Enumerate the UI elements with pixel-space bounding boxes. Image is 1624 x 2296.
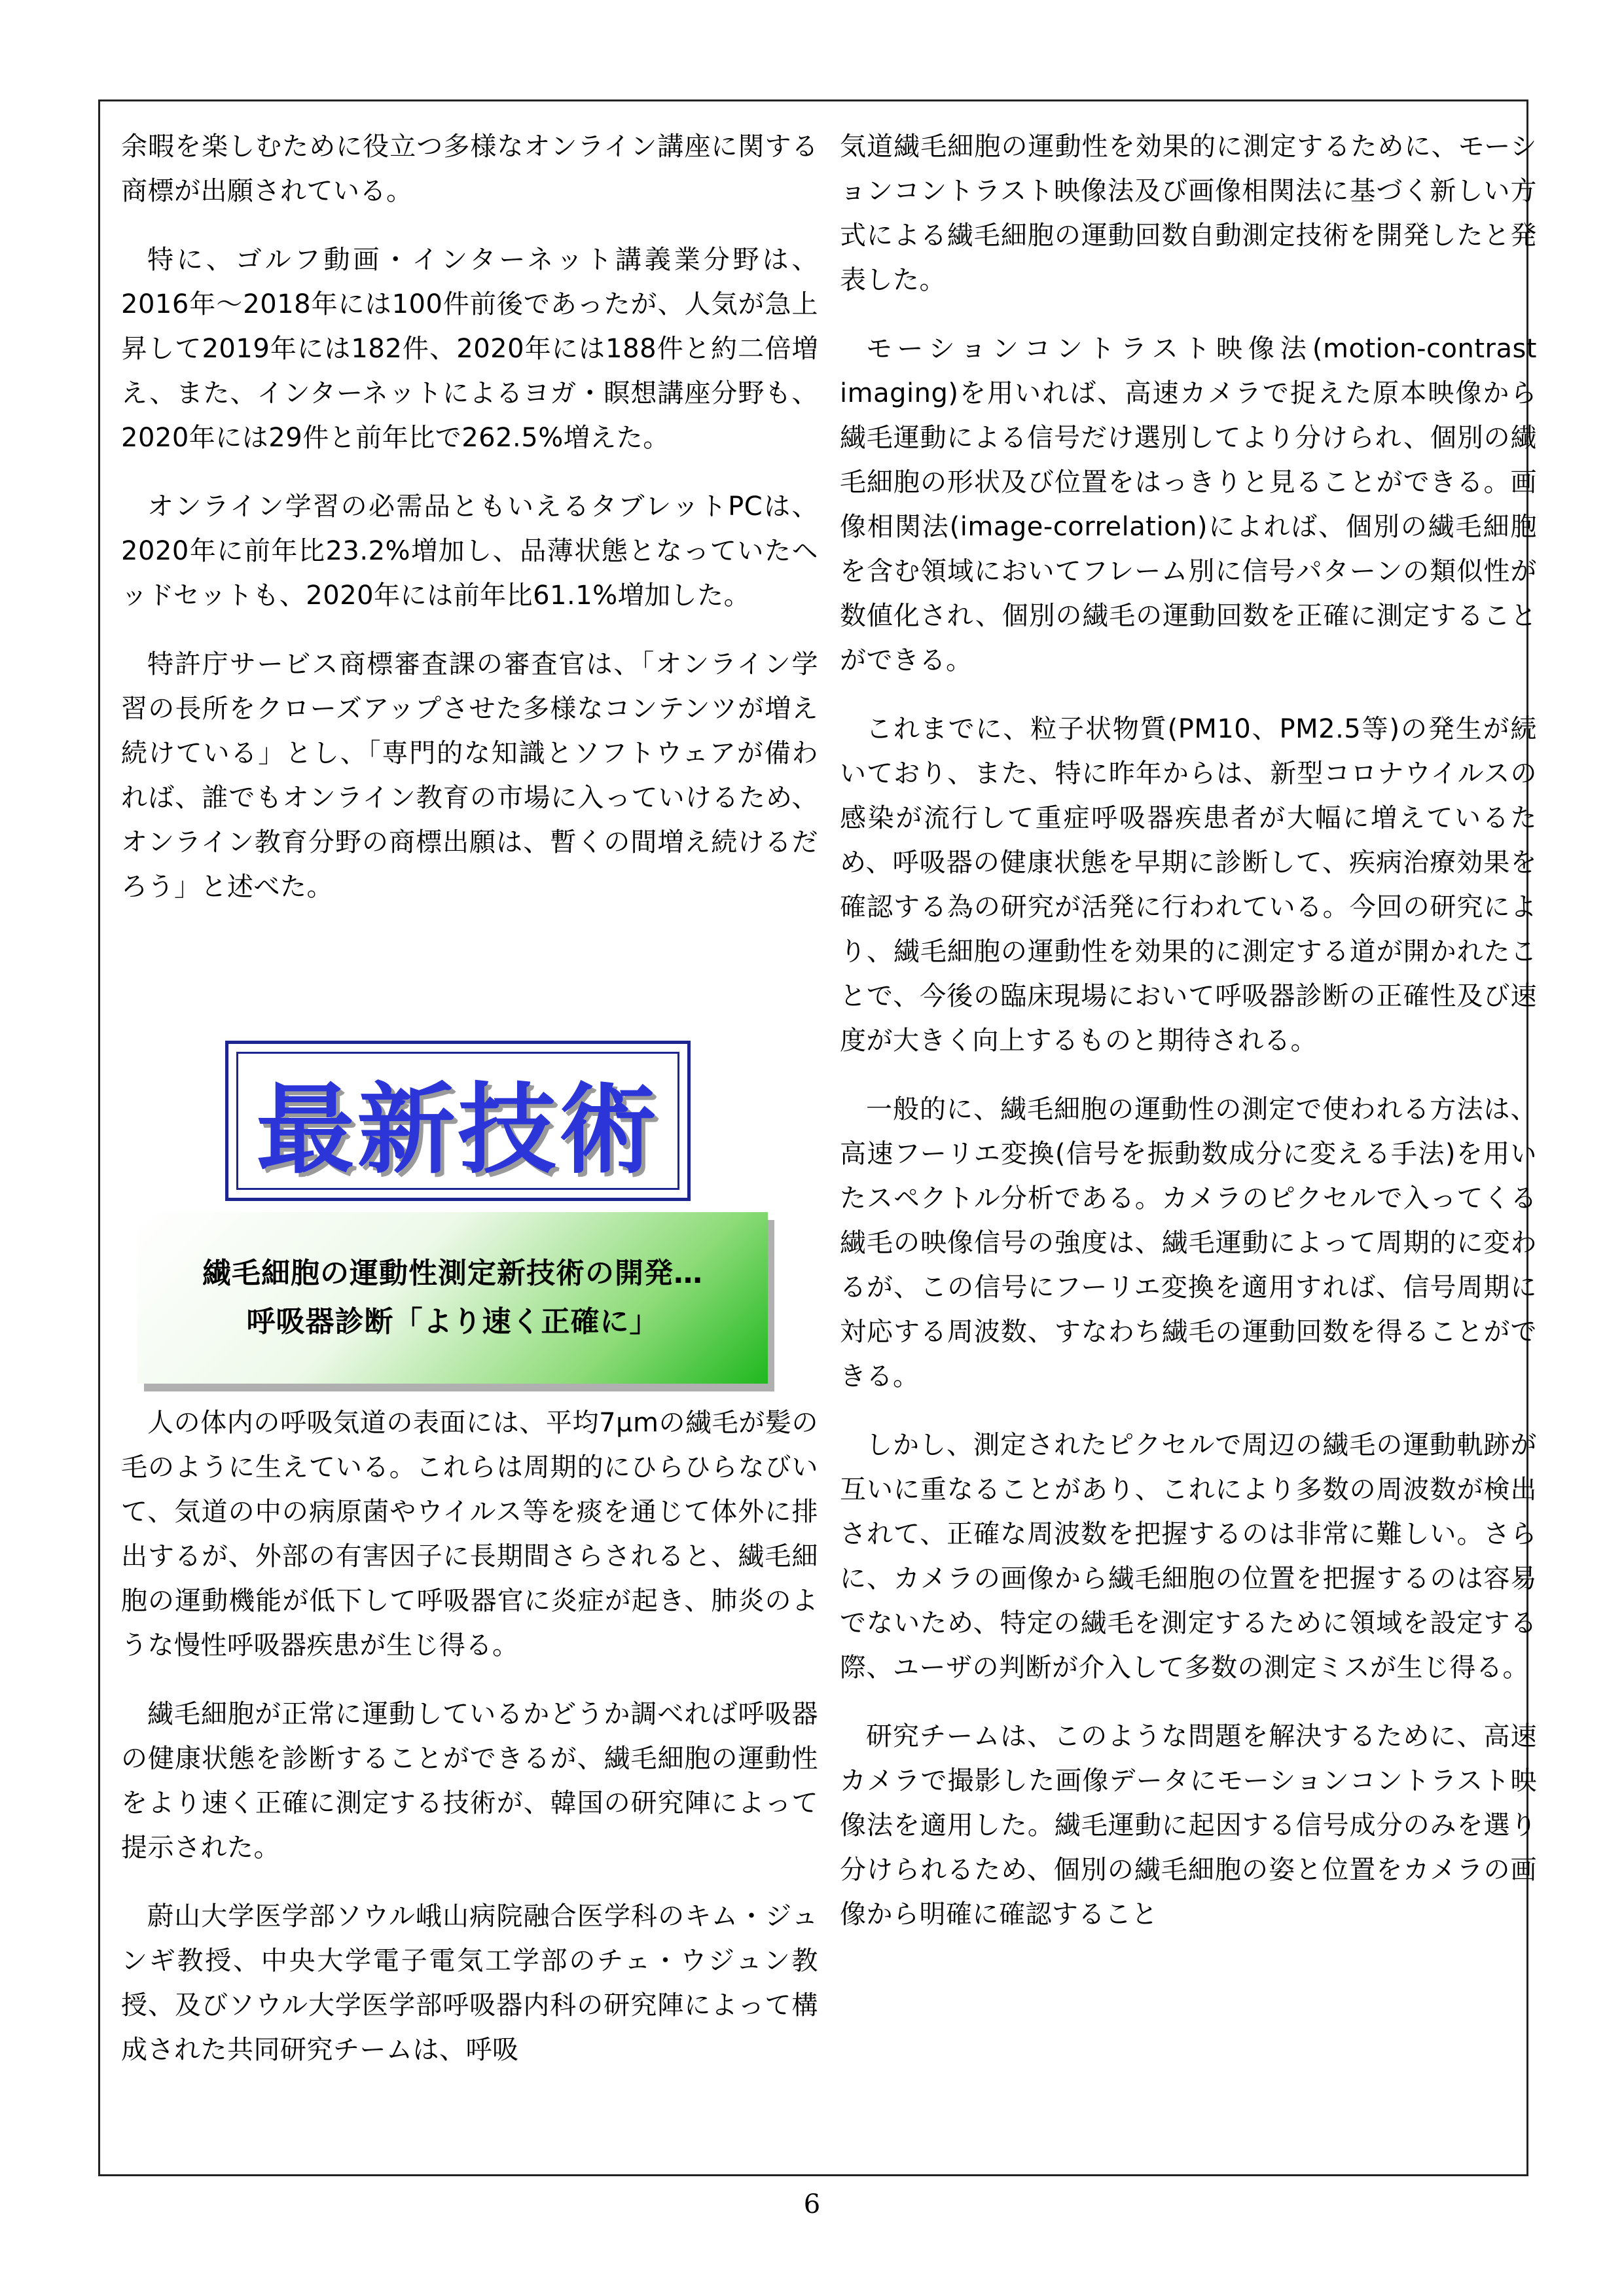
headline-line-1: 繊毛細胞の運動性測定新技術の開発… <box>202 1257 703 1290</box>
left-column-lower <box>121 1401 818 2096</box>
section-title-box <box>225 1041 691 1201</box>
headline-line-2: 呼吸器診断「より速く正確に」 <box>246 1305 659 1338</box>
paragraph: 人の体内の呼吸気道の表面には、平均7μmの繊毛が髪の毛のように生えている。これらは周期的にひらひらなびいて、気道の中の病原菌やウイルス等を痰を通じて体外に排出するが、外部の有害因子に長期間さらされると、繊毛細胞の運動機能が低下して呼吸器官に炎症が起き、肺炎のような慢性呼吸器疾患が生じ得る。 <box>121 1408 818 1660</box>
paragraph: しかし、測定されたピクセルで周辺の繊毛の運動軌跡が互いに重なることがあり、これにより多数の周波数が検出されて、正確な周波数を把握するのは非常に難しい。さらに、カメラの画像から繊毛細胞の位置を把握するのは容易でないため、特定の繊毛を測定するために領域を設定する際、ユーザの判断が介入して多数の測定ミスが生じ得る。 <box>840 1430 1537 1683</box>
paragraph: 研究チームは、このような問題を解決するために、高速カメラで撮影した画像データにモーションコントラスト映像法を適用した。繊毛運動に起因する信号成分のみを選り分けられるため、個別の繊毛細胞の姿と位置をカメラの画像から明確に確認すること <box>840 1721 1537 1929</box>
paragraph: 一般的に、繊毛細胞の運動性の測定で使われる方法は、高速フーリエ変換(信号を振動数成分に変える手法)を用いたスペクトル分析である。カメラのピクセルで入ってくる繊毛の映像信号の強度は、繊毛運動によって周期的に変わるが、この信号にフーリエ変換を適用すれば、信号周期に対応する周波数、すなわち繊毛の運動回数を得ることができる。 <box>840 1094 1537 1391</box>
page-number: 6 <box>803 2189 821 2219</box>
paragraph: オンライン学習の必需品ともいえるタブレットPCは、2020年に前年比23.2%増加し、品薄状態となっていたヘッドセットも、2020年には前年比61.1%増加した。 <box>121 492 818 611</box>
right-column <box>840 124 1537 1961</box>
paragraph: 蔚山大学医学部ソウル峨山病院融合医学科のキム・ジュンギ教授、中央大学電子電気工学部のチェ・ウジュン教授、及びソウル大学医学部呼吸器内科の研究陣によって構成された共同研究チームは、呼吸 <box>121 1901 818 2065</box>
paragraph: 特に、ゴルフ動画・インターネット講義業分野は、2016年～2018年には100件前後であったが、人気が急上昇して2019年には182件、2020年には188件と約二倍増え、また、インターネットによるヨガ・瞑想講座分野も、2020年には29件と前年比で262.5%増えた。 <box>121 245 818 453</box>
paragraph: 特許庁サービス商標審査課の審査官は、「オンライン学習の長所をクローズアップさせた多様なコンテンツが増え続けている」とし、「専門的な知識とソフトウェアが備われば、誰でもオンライン教育の市場に入っていけるため、オンライン教育分野の商標出願は、暫くの間増え続けるだろう」と述べた。 <box>121 649 818 902</box>
paragraph: モーションコントラスト映像法(motion-contrast imaging)を用いれば、高速カメラで捉えた原本映像から繊毛運動による信号だけ選別してより分けられ、個別の繊毛細胞の形状及び位置をはっきりと見ることができる。画像相関法(image-correlation)によれば、個別の繊毛細胞を含む領域においてフレーム別に信号パターンの類似性が数値化され、個別の繊毛の運動回数を正確に測定することができる。 <box>840 334 1537 675</box>
paragraph: 気道繊毛細胞の運動性を効果的に測定するために、モーションコントラスト映像法及び画像相関法に基づく新しい方式による繊毛細胞の運動回数自動測定技術を開発したと発表した。 <box>840 132 1537 295</box>
section-title: 最新技術 <box>256 1073 660 1187</box>
article-headline-box <box>137 1212 768 1384</box>
section-title-inner-border <box>236 1052 679 1190</box>
paragraph: これまでに、粒子状物質(PM10、PM2.5等)の発生が続いており、また、特に昨年からは、新型コロナウイルスの感染が流行して重症呼吸器疾患者が大幅に増えているため、呼吸器の健康状態を早期に診断して、疾病治療効果を確認する為の研究が活発に行われている。今回の研究により、繊毛細胞の運動性を効果的に測定する道が開かれたことで、今後の臨床現場において呼吸器診断の正確性及び速度が大きく向上するものと期待される。 <box>840 714 1537 1056</box>
left-column-upper <box>121 124 818 933</box>
paragraph: 余暇を楽しむために役立つ多様なオンライン講座に関する商標が出願されている。 <box>121 132 818 206</box>
paragraph: 繊毛細胞が正常に運動しているかどうか調べれば呼吸器の健康状態を診断することができるが、繊毛細胞の運動性をより速く正確に測定する技術が、韓国の研究陣によって提示された。 <box>121 1699 818 1863</box>
